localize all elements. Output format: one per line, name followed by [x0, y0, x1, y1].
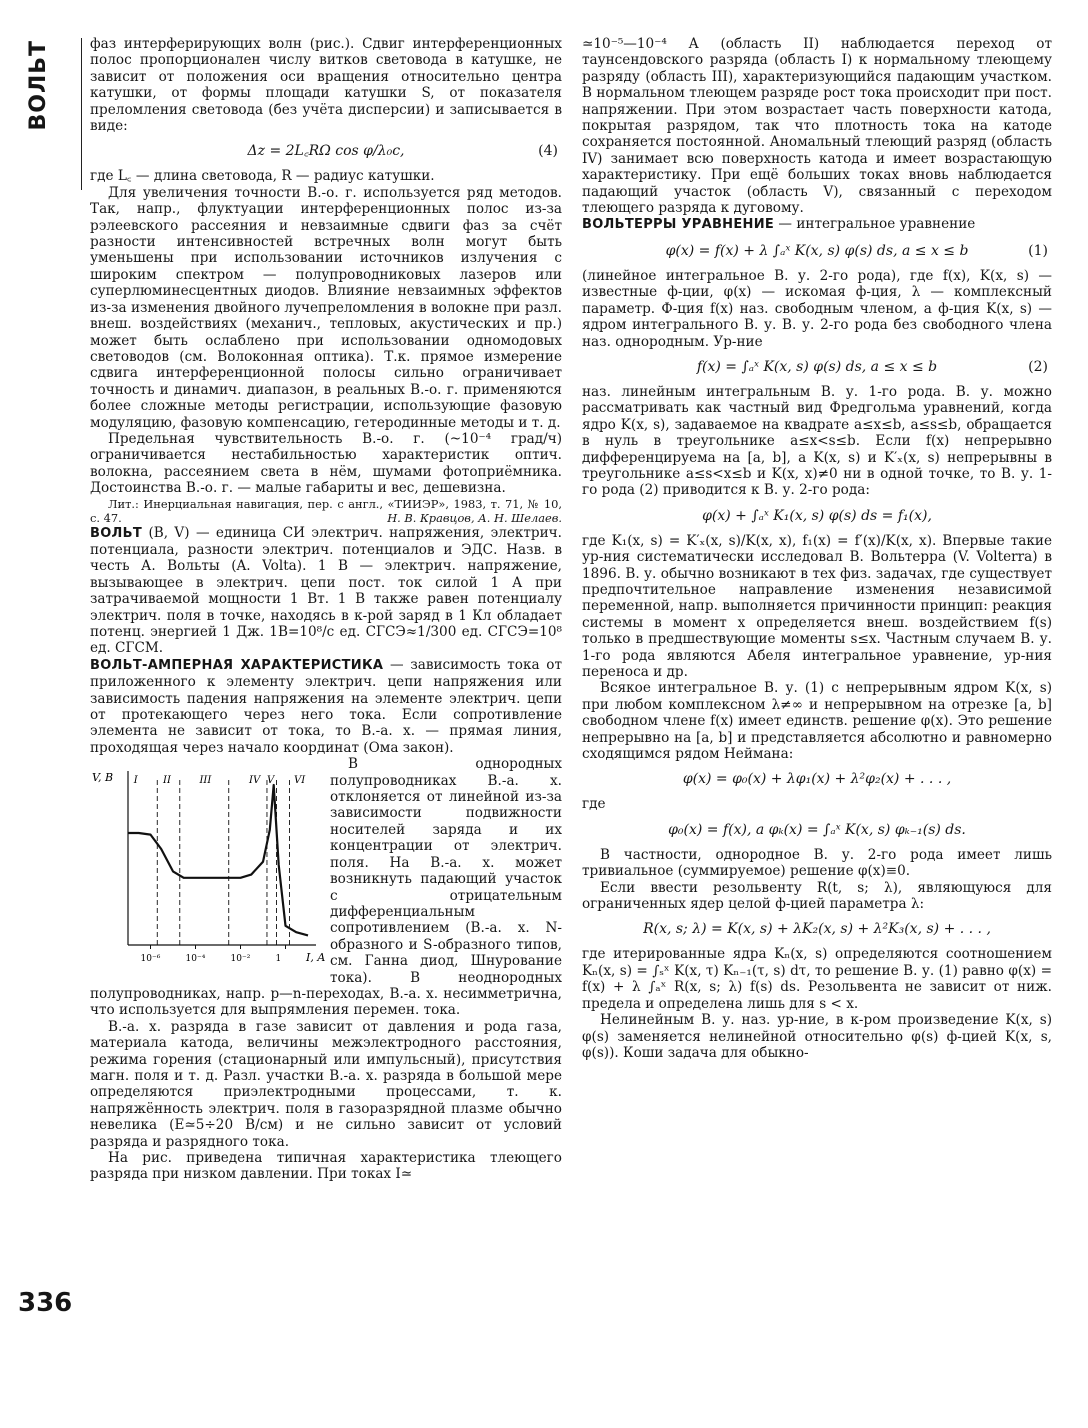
iv-curve	[128, 785, 308, 935]
paragraph: Предельная чувствительность В.-о. г. (~10⁻⁴ град/ч) ограничивается нестабильностью характеристик оптич. волокна, рассеянием света в нём, шумами фотоприёмника. Достоинства В.-о. г. — малые габариты и вес, дешевизна.	[90, 430, 562, 497]
equation-number: (2)	[1028, 358, 1048, 375]
region-label: II	[163, 775, 171, 787]
paragraph: где K₁(x, s) = K′ₓ(x, s)/K(x, x), f₁(x) = f′(x)/K(x, x). Впервые такие ур-ния систематически исследовал В. Вольтерра (V. Volterra) в 1896. В. у. обычно возникают в тех физ. задачах, где существует предпочтительное направление изменения независимой переменной, напр. выполняется причинности принцип: реакция системы в момент x определяется внеш. воздействием f(s) только в предшествующие моменты s≤x. Частным случаем В. у. 1-го рода являются Абеля интегральное уравнение, ур-ния переноса и др.	[582, 532, 1052, 680]
paragraph: наз. линейным интегральным В. у. 1-го рода. В. у. можно рассматривать как частный вид Фредгольма уравнений, когда ядро K(x, s), задаваемое на квадрате a≤x≤b, a≤s≤b, обращается в нуль в треугольнике a≤x<s≤b. Если f(x) непрерывно дифференцируема на [a, b], а K(x, s) и K′ₓ(x, s) непрерывны в треугольнике a≤s<x≤b и K(x, x)≠0 ни в одной точке, то В. у. 1-го рода (2) приводится к В. у. 2-го рода:	[582, 383, 1052, 499]
equation-text: φ(x) = f(x) + λ ∫ₐˣ K(x, s) φ(s) ds, a ≤ x ≤ b	[665, 242, 969, 259]
running-head-rule	[81, 38, 82, 190]
equation-number: (4)	[538, 143, 558, 160]
chart-svg	[90, 760, 326, 980]
y-axis-label: V, B	[92, 771, 114, 785]
equation-5	[582, 768, 1052, 790]
entry-volterra	[582, 216, 1052, 233]
literature-authors: Н. В. Кравцов, А. Н. Шелаев.	[387, 510, 562, 525]
paragraph: где итерированные ядра Kₙ(x, s) определяются соотношением Kₙ(x, s) = ∫ₛˣ K(x, τ) Kₙ₋₁(τ, s) dτ, то решение В. у. (1) равно φ(x) = f(x) + λ ∫ₐˣ R(x, s; λ) f(s) ds. Резольвента не зависит от ниж. предела и определена лишь для s < x.	[582, 946, 1052, 1012]
literature-text: Лит.: Инерциальная навигация, пер. с англ., «ТИИЭР», 1983, т. 71, № 10, с. 47.	[90, 496, 562, 525]
equation-text: φ₀(x) = f(x), а φₖ(x) = ∫ₐˣ K(x, s) φₖ₋₁(s) ds.	[668, 821, 966, 838]
paragraph: ≃10⁻⁵—10⁻⁴ А (область II) наблюдается переход от таунсендовского разряда (область I) к нормальному тлеющему разряду (область III), характеризующийся падающим участком. В нормальном тлеющем разряде рост тока происходит при пост. напряжении. При этом возрастает часть поверхности катода, покрытая разрядом, так что плотность тока на катоде сохраняется постоянной. Аномальный тлеющий разряд (область IV) занимает всю поверхность катода и имеет возрастающую характеристику. При ещё больших токах вновь наблюдается падающий участок (область V), связанный с переходом тлеющего разряда к дуговому.	[582, 36, 1052, 217]
right-column	[582, 36, 1052, 1061]
entry-term: ВОЛЬТ-АМПЕРНАЯ ХАРАКТЕРИСТИКА	[90, 657, 384, 673]
entry-text: (В, V) — единица СИ электрич. напряжения, электрич. потенциала, разности электрич. потенциалов и ЭДС. Назв. в честь А. Вольты (A. Volta). 1 В — электрич. напряжение, вызывающее в электрич. цепи пост. ток силой 1 А при затрачиваемой мощности 1 Вт. 1 В также равен потенциалу электрич. поля в точке, находясь в к-рой заряд в 1 Кл обладает потенц. энергией 1 Дж. 1В=10⁸/c ед. СГСЭ≈1/300 ед. СГСЭ=10⁸ ед. СГСМ.	[90, 524, 562, 657]
paragraph: Нелинейным В. у. наз. ур-ние, в к-ром произведение K(x, s) φ(s) заменяется нелинейной относительно φ(s) ф-цией K(x, s, φ(s)). Коши задача для обыкно-	[582, 1012, 1052, 1061]
x-tick-label: 10⁻⁶	[140, 954, 161, 965]
paragraph: В частности, однородное В. у. 2-го рода имеет лишь тривиальное (суммируемое) решение φ(x)≡0.	[582, 846, 1052, 880]
left-column	[90, 36, 562, 1183]
paragraph: фаз интерферирующих волн (рис.). Сдвиг интерференционных полос пропорционален числу витков световода в катушке, не зависит от положения оси вращения относительно центра катушки, от формы площади катушки S, от показателя преломления световода (без учёта дисперсии) и записывается в виде:	[90, 36, 562, 135]
equation-text: φ(x) + ∫ₐˣ K₁(x, s) φ(s) ds = f₁(x),	[702, 507, 932, 524]
paragraph: В.-а. х. разряда в газе зависит от давления и рода газа, материала катода, величины межэлектродного расстояния, режима горения (стационарный или импульсный), присутствия магн. поля и т. д. Разл. участки В.-а. х. разряда в большой мере определяются приэлектродными процессами, т. к. напряжённость электрич. поля в газоразрядной плазме обычно невелика (E≃5÷20 В/см) и не сильно зависит от условий разряда и разрядного тока.	[90, 1018, 562, 1150]
paragraph: В однородных полупроводниках В.-а. х. отклоняется от линейной из-за зависимости подвижности носителей заряда и их концентрации от электрич. поля. На В.-а. х. может возникнуть падающий участок с отрицательным дифференциальным сопротивлением (В.-а. х. N-образного и S-образного типов, см. Ганна диод, Шнурование тока). В неоднородных полупроводниках, напр. p—n-переходах, В.-а. х. несимметрична, что используется для выпрямления перемен. тока.	[90, 756, 562, 1019]
entry-term: ВОЛЬТЕРРЫ УРАВНЕНИЕ	[582, 217, 775, 233]
region-label: III	[199, 775, 212, 787]
equation-1	[582, 240, 1052, 262]
paragraph: Всякое интегральное В. у. (1) с непрерывным ядром K(x, s) при любом комплексном λ≠∞ и непрерывном на отрезке [a, b] свободном члене f(x) имеет единств. решение φ(x). Это решение непрерывно на [a, b] и представляется абсолютно и равномерно сходящимся рядом Неймана:	[582, 680, 1052, 763]
running-head: ВОЛЬТ	[26, 40, 51, 131]
equation-text: φ(x) = φ₀(x) + λφ₁(x) + λ²φ₂(x) + . . . ,	[682, 771, 952, 788]
entry-term: ВОЛЬТ	[90, 525, 143, 541]
equation-text: R(x, s; λ) = K(x, s) + λK₂(x, s) + λ²K₃(x, s) + . . . ,	[643, 921, 991, 938]
equation-2	[582, 356, 1052, 378]
figure-iv-curve	[90, 760, 326, 980]
where-label: где	[582, 796, 606, 813]
x-tick-label: 1	[275, 954, 282, 965]
region-label: I	[133, 775, 138, 787]
entry-volt-ampere	[90, 657, 562, 756]
literature-reference	[90, 497, 562, 525]
entry-volt	[90, 525, 562, 657]
equation-3	[582, 505, 1052, 527]
paragraph: Для увеличения точности В.-о. г. используется ряд методов. Так, напр., флуктуации интерференционных полос из-за рэлеевского рассеяния и невзаимные сдвиги фаз за счёт разности интенсивностей встречных волн могут быть уменьшены при использовании источников излучения с широким спектром — полупроводниковых лазеров или суперлюминесцентных диодов. Влияние невзаимных эффектов из-за изменения двойного лучепреломления в волокне при разл. внеш. воздействиях (механич., тепловых, акустических и пр.) может быть ослаблено при использовании одномодовых световодов (см. Волоконная оптика). Т.к. прямое измерение сдвига интерференционной полосы сильно ограничивает точность и динамич. диапазон, в реальных В.-о. г. применяются более сложные методы регистрации, использующие фазовую модуляцию, фазовую компенсацию, гетеродинные методы и т. д.	[90, 184, 562, 431]
x-tick-label: 10⁻²	[230, 954, 251, 965]
region-label: VI	[294, 775, 306, 787]
region-label: V	[266, 775, 275, 787]
equation-6	[582, 819, 1052, 841]
entry-text: — интегральное уравнение	[778, 216, 976, 233]
equation-7	[582, 918, 1052, 940]
x-tick-label: 10⁻⁴	[185, 954, 206, 965]
equation-text: f(x) = ∫ₐˣ K(x, s) φ(s) ds, a ≤ x ≤ b	[696, 358, 938, 375]
x-axis-label: I, A	[306, 951, 326, 965]
equation-text: Δz = 2L꜀RΩ cos φ/λ₀c,	[247, 143, 405, 160]
equation-number: (1)	[1028, 242, 1048, 259]
region-label: IV	[249, 775, 261, 787]
paragraph: (линейное интегральное В. у. 2-го рода), где f(x), K(x, s) — известные ф-ции, φ(x) — искомая ф-ция, λ — комплексный параметр. Ф-ция f(x) наз. свободным членом, а ф-ция K(x, s) — ядром интегрального В. у. В. у. 2-го рода без свободного члена наз. однородным. Ур-ние	[582, 267, 1052, 350]
page-number: 336	[18, 1288, 73, 1318]
paragraph: Если ввести резольвенту R(t, s; λ), являющуюся для ограниченных ядер целой ф-цией параметра λ:	[582, 879, 1052, 913]
entry-text: — зависимость тока от приложенного к элементу электрич. цепи напряжения или зависимость падения напряжения на элементе электрич. цепи от протекающего через него тока. Если сопротивление элемента не зависит от тока, то В.-а. х. — прямая линия, проходящая через начало координат (Ома закон).	[90, 656, 563, 756]
equation-4	[90, 140, 562, 162]
paragraph: где L꜀ — длина световода, R — радиус катушки.	[90, 168, 435, 185]
paragraph: На рис. приведена типичная характеристика тлеющего разряда при низком давлении. При токах I≃	[90, 1150, 562, 1183]
